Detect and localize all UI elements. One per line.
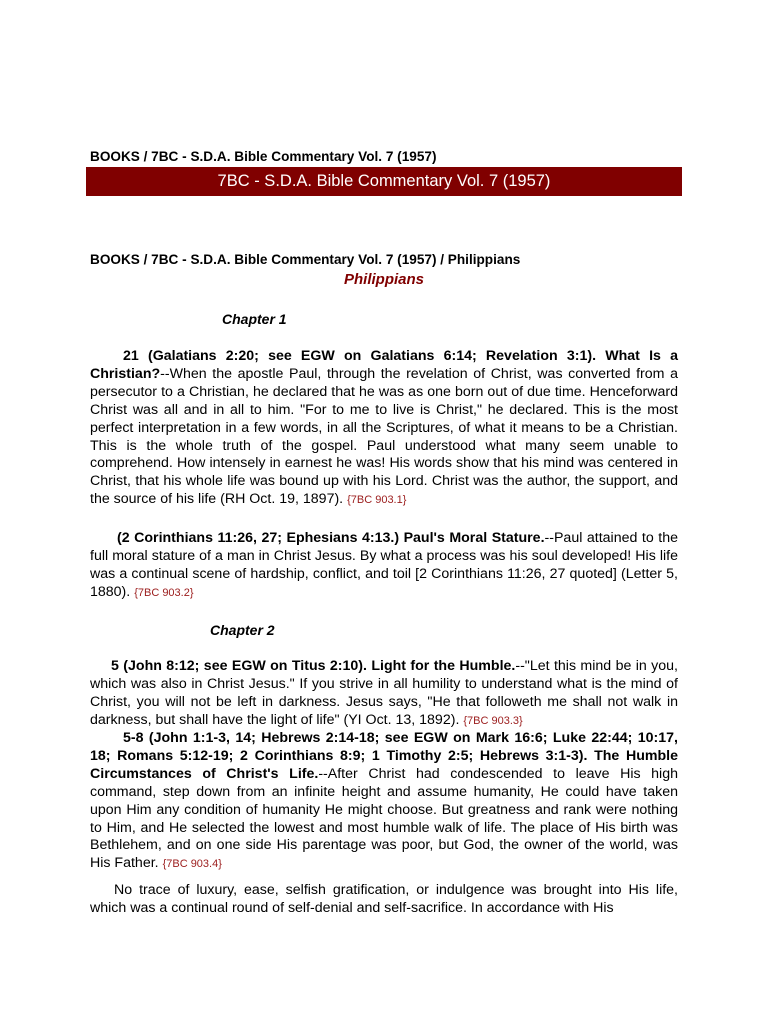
chapter-heading: Chapter 1: [222, 311, 287, 327]
section-title: Philippians: [343, 271, 424, 288]
commentary-paragraph: [90, 348, 678, 510]
book-breadcrumb[interactable]: BOOKS / 7BC - S.D.A. Bible Commentary Vol. 7 (1957): [90, 149, 437, 164]
paragraph-body: No trace of luxury, ease, selfish gratification, or indulgence was brought into His life, which was a continual round of self-denial and self-sacrifice. In accordance with His: [90, 882, 678, 916]
reference-link[interactable]: {7BC 903.3}: [463, 714, 523, 727]
reference-link[interactable]: {7BC 903.4}: [162, 858, 222, 871]
commentary-paragraph: [90, 658, 678, 731]
reference-link[interactable]: {7BC 903.1}: [347, 494, 407, 507]
paragraph-body: --Paul attained to the full moral stature of a man in Christ Jesus. By what a process was his soul developed! His life was a continual scene of hardship, conflict, and toil [2 Corinthians 11:26, 27 quoted] (Letter 5, 1880).: [90, 530, 678, 600]
reference-link[interactable]: {7BC 903.2}: [134, 586, 194, 599]
commentary-paragraph: [90, 730, 678, 874]
section-breadcrumb[interactable]: BOOKS / 7BC - S.D.A. Bible Commentary Vol. 7 (1957) / Philippians: [90, 252, 521, 267]
paragraph-lead: (2 Corinthians 11:26, 27; Ephesians 4:13.) Paul's Moral Stature.: [117, 530, 545, 546]
book-title-banner: 7BC - S.D.A. Bible Commentary Vol. 7 (1957): [86, 167, 682, 196]
chapter-heading: Chapter 2: [210, 622, 275, 638]
paragraph-body: --After Christ had condescended to leave His high command, step down from an infinite height and assume humanity, He could have taken upon Him any condition of humanity He might choose. But greatness and rank were nothing to Him, and He selected the lowest and most humble walk of life. The place of His birth was Bethlehem, and on one side His parentage was poor, but God, the owner of the world, was His Father.: [90, 765, 678, 872]
paragraph-body: --"Let this mind be in you, which was also in Christ Jesus." If you strive in all humility to understand what is the mind of Christ, you will not be left in darkness. Jesus says, "He that followeth me shall not walk in darkness, but shall have the light of life" (YI Oct. 13, 1892).: [90, 658, 678, 728]
paragraph-lead: 5-8 (John 1:1-3, 14; Hebrews 2:14-18; see EGW on Mark 16:6; Luke 22:44; 10:17, 18; Romans 5:12-19; 2 Corinthians 8:9; 1 Timothy 2:5; Hebrews 3:1-3). The Humble Circumstances of Christ's Life.: [90, 730, 678, 782]
paragraph-lead: 21 (Galatians 2:20; see EGW on Galatians 6:14; Revelation 3:1). What Is a Christian?: [90, 348, 678, 382]
commentary-paragraph: [90, 882, 678, 918]
paragraph-body: --When the apostle Paul, through the revelation of Christ, was converted from a persecutor to a Christian, he declared that he was as one born out of due time. Henceforward Christ was all and in all to him. "For to me to live is Christ," he declared. This is the most perfect interpretation in a few words, in all the Scriptures, of what it means to be a Christian. This is the whole truth of the gospel. Paul understood what many seem unable to comprehend. How intensely in earnest he was! His words show that his mind was centered in Christ, that his whole life was bound up with his Lord. Christ was the author, the support, and the source of his life (RH Oct. 19, 1897).: [90, 365, 678, 508]
commentary-paragraph: [90, 530, 678, 603]
paragraph-lead: 5 (John 8:12; see EGW on Titus 2:10). Light for the Humble.: [111, 658, 516, 674]
